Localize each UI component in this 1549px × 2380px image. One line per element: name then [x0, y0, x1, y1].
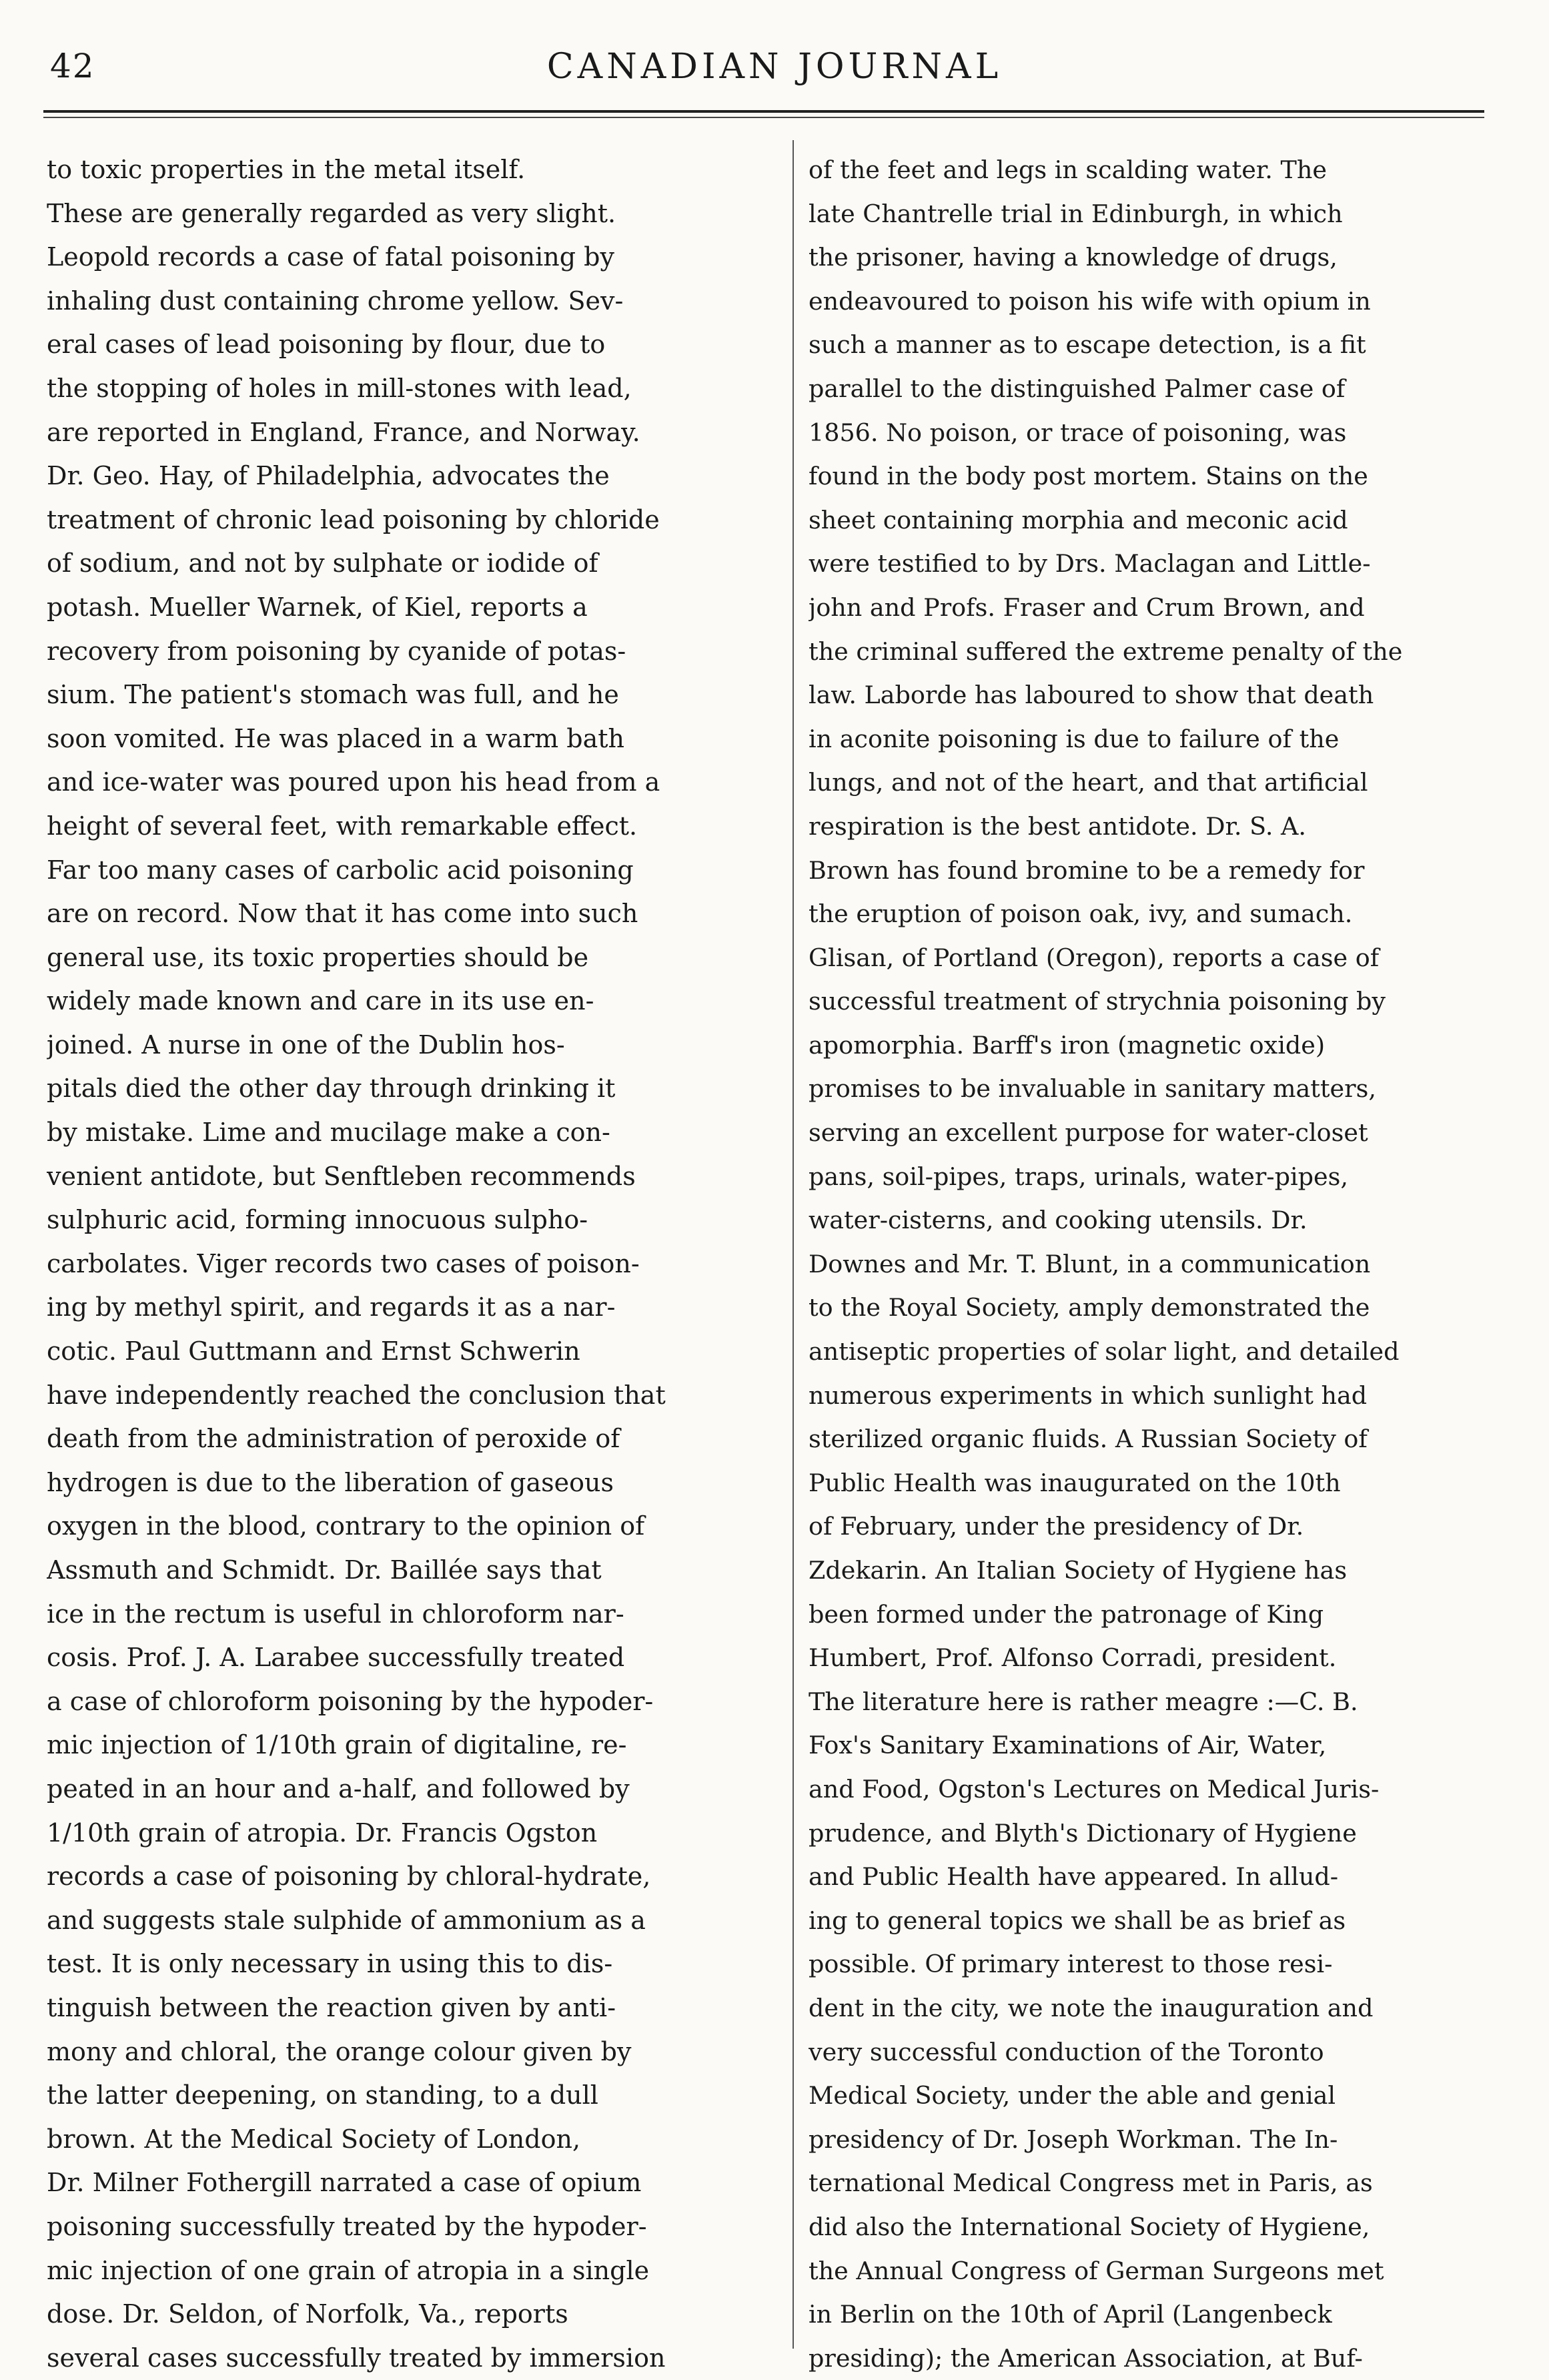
text-line: oxygen in the blood, contrary to the opinion of: [47, 1511, 645, 1541]
text-line: numerous experiments in which sunlight had: [809, 1380, 1368, 1410]
text-line: dose. Dr. Seldon, of Norfolk, Va., reports: [47, 2299, 568, 2329]
text-line: These are generally regarded as very slight.: [47, 198, 616, 228]
text-line: presiding); the American Association, at Buf-: [809, 2343, 1363, 2373]
text-line: general use, its toxic properties should be: [47, 942, 589, 972]
text-line: of sodium, and not by sulphate or iodide of: [47, 548, 598, 578]
text-line: Far too many cases of carbolic acid poisoning: [47, 855, 634, 885]
text-line: Brown has found bromine to be a remedy for: [809, 855, 1365, 885]
text-line: cotic. Paul Guttmann and Ernst Schwerin: [47, 1336, 580, 1366]
text-line: antiseptic properties of solar light, and detailed: [809, 1337, 1400, 1366]
text-line: peated in an hour and a-half, and followed by: [47, 1773, 630, 1804]
text-line: and Public Health have appeared. In allud-: [809, 1862, 1339, 1892]
text-line: the latter deepening, on standing, to a dull: [47, 2080, 598, 2110]
text-line: have independently reached the conclusion that: [47, 1380, 666, 1410]
header-rule-thin: [43, 117, 1484, 118]
text-line: mony and chloral, the orange colour given by: [47, 2036, 632, 2066]
text-line: widely made known and care in its use en-: [47, 986, 594, 1016]
text-line: presidency of Dr. Joseph Workman. The In-: [809, 2124, 1338, 2154]
text-line: ternational Medical Congress met in Paris, as: [809, 2168, 1373, 2198]
text-line: Medical Society, under the able and genial: [809, 2081, 1336, 2110]
text-line: Leopold records a case of fatal poisoning by: [47, 242, 614, 272]
text-line: potash. Mueller Warnek, of Kiel, reports a: [47, 592, 588, 622]
text-line: and suggests stale sulphide of ammonium as a: [47, 1905, 646, 1935]
text-line: mic injection of 1/10th grain of digitaline, re-: [47, 1730, 627, 1760]
header-rule-thick: [43, 110, 1484, 113]
text-line: sterilized organic fluids. A Russian Society of: [809, 1425, 1368, 1454]
text-line: did also the International Society of Hygiene,: [809, 2212, 1370, 2241]
left-text-column: [47, 148, 777, 2380]
text-line: dent in the city, we note the inauguration and: [809, 1993, 1374, 2022]
text-line: possible. Of primary interest to those resi-: [809, 1950, 1333, 1979]
text-line: inhaling dust containing chrome yellow. Sev-: [47, 286, 624, 316]
text-line: the prisoner, having a knowledge of drugs,: [809, 243, 1338, 272]
text-line: carbolates. Viger records two cases of poison-: [47, 1248, 640, 1278]
text-line: by mistake. Lime and mucilage make a con-: [47, 1118, 610, 1148]
text-line: Fox's Sanitary Examinations of Air, Water,: [809, 1731, 1327, 1760]
right-text-column: [809, 148, 1506, 2380]
text-line: found in the body post mortem. Stains on the: [809, 462, 1368, 491]
text-line: ice in the rectum is useful in chloroform nar-: [47, 1599, 624, 1629]
text-line: Downes and Mr. T. Blunt, in a communication: [809, 1249, 1371, 1278]
text-line: late Chantrelle trial in Edinburgh, in which: [809, 199, 1343, 228]
text-line: in aconite poisoning is due to failure of the: [809, 724, 1340, 753]
text-line: sheet containing morphia and meconic acid: [809, 505, 1348, 534]
text-line: the eruption of poison oak, ivy, and sumach.: [809, 899, 1353, 929]
text-line: law. Laborde has laboured to show that death: [809, 681, 1374, 710]
text-line: were testified to by Drs. Maclagan and Little-: [809, 549, 1371, 578]
text-line: recovery from poisoning by cyanide of potas-: [47, 636, 626, 666]
text-line: records a case of poisoning by chloral-hydrate,: [47, 1862, 651, 1892]
text-line: Public Health was inaugurated on the 10th: [809, 1468, 1341, 1497]
text-line: in Berlin on the 10th of April (Langenbeck: [809, 2300, 1332, 2329]
text-line: Humbert, Prof. Alfonso Corradi, president.: [809, 1643, 1337, 1673]
text-line: are on record. Now that it has come into such: [47, 899, 638, 929]
running-head: CANADIAN JOURNAL: [546, 47, 1003, 87]
text-line: 1856. No poison, or trace of poisoning, was: [809, 418, 1347, 447]
page-header: [0, 40, 1549, 100]
text-line: of February, under the presidency of Dr.: [809, 1512, 1304, 1541]
text-line: endeavoured to poison his wife with opium in: [809, 286, 1371, 316]
text-line: water-cisterns, and cooking utensils. Dr.: [809, 1206, 1308, 1235]
text-line: eral cases of lead poisoning by flour, due to: [47, 330, 606, 360]
text-line: hydrogen is due to the liberation of gaseous: [47, 1467, 614, 1497]
text-line: of the feet and legs in scalding water. The: [809, 155, 1327, 184]
text-line: serving an excellent purpose for water-closet: [809, 1118, 1368, 1148]
text-line: mic injection of one grain of atropia in a single: [47, 2255, 650, 2285]
text-line: pitals died the other day through drinking it: [47, 1074, 616, 1104]
text-line: Dr. Geo. Hay, of Philadelphia, advocates the: [47, 461, 610, 491]
column-divider: [793, 140, 794, 2349]
text-line: john and Profs. Fraser and Crum Brown, and: [809, 592, 1365, 622]
text-line: death from the administration of peroxide of: [47, 1424, 620, 1454]
text-line: very successful conduction of the Toronto: [809, 2037, 1324, 2066]
text-line: Glisan, of Portland (Oregon), reports a case of: [809, 943, 1380, 972]
text-line: Assmuth and Schmidt. Dr. Baillée says that: [47, 1555, 602, 1585]
text-line: several cases successfully treated by immersion: [47, 2343, 666, 2373]
text-line: venient antidote, but Senftleben recommends: [47, 1161, 636, 1191]
text-line: parallel to the distinguished Palmer case of: [809, 374, 1346, 403]
text-line: ing to general topics we shall be as brief as: [809, 1906, 1346, 1935]
text-line: the stopping of holes in mill-stones with lead,: [47, 373, 632, 403]
text-line: lungs, and not of the heart, and that artificial: [809, 768, 1368, 797]
text-line: Dr. Milner Fothergill narrated a case of opium: [47, 2168, 642, 2198]
text-line: successful treatment of strychnia poisoning by: [809, 987, 1386, 1016]
text-line: the Annual Congress of German Surgeons met: [809, 2256, 1384, 2285]
text-line: and Food, Ogston's Lectures on Medical Juris-: [809, 1774, 1380, 1804]
text-line: to the Royal Society, amply demonstrated the: [809, 1293, 1370, 1322]
text-line: promises to be invaluable in sanitary matters,: [809, 1074, 1376, 1104]
text-line: 1/10th grain of atropia. Dr. Francis Ogston: [47, 1818, 598, 1848]
text-line: Zdekarin. An Italian Society of Hygiene has: [809, 1556, 1348, 1585]
text-line: brown. At the Medical Society of London,: [47, 2124, 581, 2154]
text-line: tinguish between the reaction given by anti-: [47, 1992, 616, 2022]
text-line: and ice-water was poured upon his head from a: [47, 767, 660, 797]
text-line: the criminal suffered the extreme penalty of the: [809, 637, 1403, 666]
text-line: are reported in England, France, and Norway.: [47, 417, 640, 447]
text-line: soon vomited. He was placed in a warm bath: [47, 723, 624, 753]
text-line: cosis. Prof. J. A. Larabee successfully treated: [47, 1643, 625, 1673]
text-line: The literature here is rather meagre :—C. B.: [809, 1687, 1358, 1716]
text-line: a case of chloroform poisoning by the hypoder-: [47, 1686, 654, 1716]
text-line: prudence, and Blyth's Dictionary of Hygiene: [809, 1818, 1357, 1848]
text-line: ing by methyl spirit, and regards it as a nar-: [47, 1292, 616, 1322]
text-line: test. It is only necessary in using this to dis-: [47, 1949, 613, 1979]
text-line: joined. A nurse in one of the Dublin hos-: [47, 1030, 565, 1060]
text-line: treatment of chronic lead poisoning by chloride: [47, 504, 660, 534]
page-number: 42: [50, 47, 95, 85]
text-line: sulphuric acid, forming innocuous sulpho-: [47, 1205, 588, 1235]
text-line: sium. The patient's stomach was full, and he: [47, 680, 619, 710]
text-line: height of several feet, with remarkable effect.: [47, 811, 638, 841]
text-line: pans, soil-pipes, traps, urinals, water-pipes,: [809, 1162, 1348, 1191]
text-line: such a manner as to escape detection, is a fit: [809, 330, 1366, 360]
text-line: to toxic properties in the metal itself.: [47, 155, 526, 184]
text-line: poisoning successfully treated by the hypoder-: [47, 2211, 647, 2241]
text-line: respiration is the best antidote. Dr. S. A.: [809, 811, 1307, 841]
text-line: been formed under the patronage of King: [809, 1599, 1324, 1629]
text-line: apomorphia. Barff's iron (magnetic oxide): [809, 1030, 1326, 1060]
